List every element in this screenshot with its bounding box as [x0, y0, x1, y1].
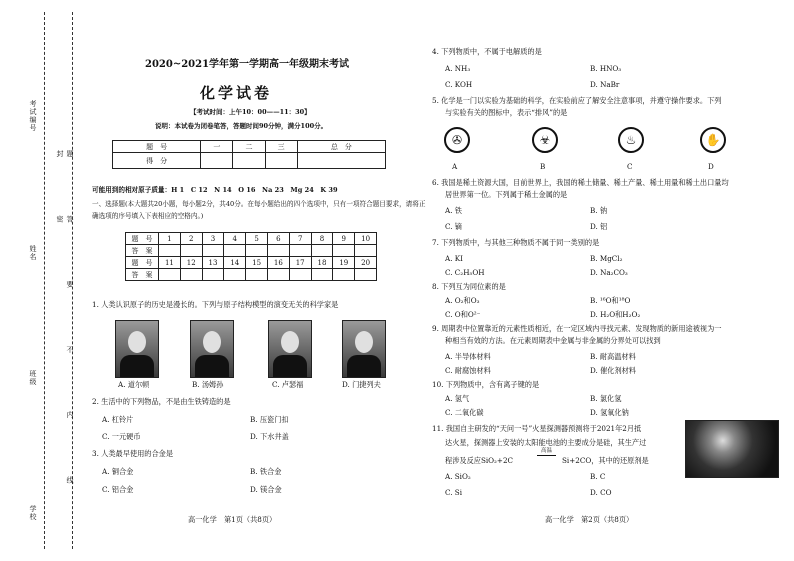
q2-option-d[interactable]: D. 下水井盖 — [250, 432, 289, 441]
q9-option-b[interactable]: B. 耐高温材料 — [590, 352, 636, 361]
q8-option-c[interactable]: C. O和O²⁻ — [445, 310, 481, 319]
score-col: 三 — [265, 141, 297, 153]
q4-option-c[interactable]: C. KOH — [445, 80, 473, 89]
q9-option-c[interactable]: C. 耐腐蚀材料 — [445, 366, 491, 375]
fan-icon: ✇ — [444, 127, 470, 153]
q-num: 9 — [333, 233, 355, 245]
q4-option-d[interactable]: D. NaBr — [590, 80, 620, 89]
q7-option-d[interactable]: D. Na₂CO₃ — [590, 268, 628, 277]
q1-stem: 1. 人类认识原子的历史是漫长的。下列与原子结构模型的演变无关的科学家是 — [92, 300, 339, 309]
score-col: 一 — [201, 141, 233, 153]
portrait-mendeleev — [342, 320, 386, 378]
q11-stem-2: 达火星，探测器上安装的太阳能电池的主要成分是硅，其生产过 — [445, 438, 647, 447]
q11-option-b[interactable]: B. C — [590, 472, 606, 481]
q-num: 20 — [355, 257, 377, 269]
q11-stem-3b: Si+2CO，其中的还原剂是 — [562, 456, 649, 465]
school-label: 学校 — [29, 505, 37, 521]
q9-option-a[interactable]: A. 半导体材料 — [445, 352, 491, 361]
q11-option-d[interactable]: D. CO — [590, 488, 612, 497]
answer-label: 答 案 — [126, 245, 159, 257]
q9-option-d[interactable]: D. 催化剂材料 — [590, 366, 637, 375]
q-num: 10 — [355, 233, 377, 245]
score-table — [112, 140, 386, 169]
reaction-condition: 高温 — [537, 448, 556, 456]
biohazard-icon: ☣ — [532, 127, 558, 153]
q3-stem: 3. 人类最早使用的合金是 — [92, 449, 174, 458]
answer-cell[interactable] — [224, 245, 246, 257]
score-cell[interactable] — [297, 153, 385, 169]
q9-stem-1: 9. 周期表中位置靠近的元素性质相近，在一定区域内寻找元素、发现物质的新用途被视为一 — [432, 324, 722, 333]
q2-option-c[interactable]: C. 一元硬币 — [102, 432, 141, 441]
q8-option-d[interactable]: D. H₂O和H₂O₂ — [590, 310, 641, 319]
footer-right: 高一化学 第2页（共8页） — [545, 515, 634, 524]
section1-instr-1: 一、选择题(本大题共20小题，每小题2分，共40分。在每小题给出的四个选项中，只有一项符合题目要求，请将正 — [92, 200, 426, 208]
q6-stem-1: 6. 我国是稀土资源大国，目前世界上，我国的稀土储量、稀土产量、稀土用量和稀土出口量均 — [432, 178, 729, 187]
q9-stem-2: 种相当有效的方法。在元素周期表中金属与非金属的分界处可以找到 — [445, 336, 661, 345]
score-col: 二 — [233, 141, 265, 153]
q6-option-a[interactable]: A. 铁 — [445, 206, 462, 215]
score-head: 题 号 — [113, 141, 201, 153]
q-num: 2 — [180, 233, 202, 245]
answer-head: 题 号 — [126, 233, 159, 245]
q2-option-a[interactable]: A. 杠铃片 — [102, 415, 134, 424]
q5-option-b[interactable]: B — [540, 162, 546, 171]
q-num: 7 — [289, 233, 311, 245]
q10-option-c[interactable]: C. 二氧化碳 — [445, 408, 484, 417]
q4-option-b[interactable]: B. HNO₃ — [590, 64, 622, 73]
q-num: 11 — [159, 257, 181, 269]
answer-cell[interactable] — [180, 245, 202, 257]
answer-cell[interactable] — [180, 269, 202, 281]
q-num: 13 — [202, 257, 224, 269]
name-label: 姓名 — [29, 245, 37, 261]
answer-head: 题 号 — [126, 257, 159, 269]
q10-stem: 10. 下列物质中，含有离子键的是 — [432, 380, 540, 389]
q-num: 8 — [311, 233, 333, 245]
answer-cell[interactable] — [246, 245, 268, 257]
q11-option-c[interactable]: C. Si — [445, 488, 463, 497]
q10-option-b[interactable]: B. 氯化氢 — [590, 394, 622, 403]
score-cell[interactable] — [201, 153, 233, 169]
q5-option-a[interactable]: A — [452, 162, 458, 171]
q-num: 6 — [267, 233, 289, 245]
hand-wash-icon: ✋ — [700, 127, 726, 153]
q7-option-b[interactable]: B. MgCl₂ — [590, 254, 623, 263]
q8-stem: 8. 下列互为同位素的是 — [432, 282, 506, 291]
q2-stem: 2. 生活中的下列物品，不是由生铁铸造的是 — [92, 397, 231, 406]
exam-number-label: 考试编号 — [29, 100, 37, 132]
q4-stem: 4. 下列物质中，不属于电解质的是 — [432, 47, 542, 56]
q-num: 3 — [202, 233, 224, 245]
q10-option-d[interactable]: D. 氢氧化钠 — [590, 408, 629, 417]
q6-option-d[interactable]: D. 铝 — [590, 222, 608, 231]
mars-probe-image — [685, 420, 779, 478]
answer-cell[interactable] — [267, 245, 289, 257]
exam-time: 【考试时间：上午10：00——11：30】 — [190, 108, 311, 116]
answer-cell[interactable] — [159, 269, 181, 281]
score-cell[interactable] — [265, 153, 297, 169]
seal-warning: 题 答 要 不 内 线 封 密 — [56, 150, 74, 512]
answer-cell[interactable] — [355, 245, 377, 257]
class-label: 班级 — [29, 370, 37, 386]
exam-title: 2020~2021学年第一学期高一年级期末考试 — [145, 59, 350, 70]
q5-stem-2: 与实验有关的图标中，表示“排风”的是 — [445, 108, 568, 117]
q7-option-a[interactable]: A. KI — [445, 254, 463, 263]
q1-option-b[interactable]: B. 汤姆孙 — [192, 380, 224, 389]
q-num: 4 — [224, 233, 246, 245]
q2-option-b[interactable]: B. 压瓷门扣 — [250, 415, 289, 424]
q7-stem: 7. 下列物质中，与其他三种物质不属于同一类别的是 — [432, 238, 600, 247]
q3-option-b[interactable]: B. 铁合金 — [250, 467, 282, 476]
q8-option-a[interactable]: A. O₂和O₃ — [445, 296, 480, 305]
exam-note: 说明：本试卷为闭卷笔答，答题时间90分钟，满分100分。 — [155, 122, 328, 130]
q-num: 1 — [159, 233, 181, 245]
q-num: 16 — [267, 257, 289, 269]
q1-option-a[interactable]: A. 道尔顿 — [118, 380, 150, 389]
answer-cell[interactable] — [267, 269, 289, 281]
answer-cell[interactable] — [246, 269, 268, 281]
atomic-masses: 可能用到的相对原子质量：H 1 C 12 N 14 O 16 Na 23 Mg 24 K 39 — [92, 186, 338, 194]
answer-cell[interactable] — [289, 269, 311, 281]
seal-line-left — [44, 12, 45, 549]
section1-instr-2: 确选项的序号填入下表相应的空格内。) — [92, 212, 204, 220]
q11-stem-1: 11. 我国自主研发的“天问一号”火星探测器预测将于2021年2月抵 — [432, 424, 642, 433]
q6-stem-2: 居世界第一位。下列属于稀土金属的是 — [445, 190, 568, 199]
q11-option-a[interactable]: A. SiO₂ — [445, 472, 471, 481]
answer-cell[interactable] — [333, 245, 355, 257]
answer-cell[interactable] — [159, 245, 181, 257]
q1-option-d[interactable]: D. 门捷列夫 — [342, 380, 381, 389]
answer-cell[interactable] — [289, 245, 311, 257]
portrait-thomson — [190, 320, 234, 378]
q6-option-b[interactable]: B. 钠 — [590, 206, 608, 215]
answer-cell[interactable] — [311, 245, 333, 257]
q-num: 12 — [180, 257, 202, 269]
portrait-dalton — [115, 320, 159, 378]
answer-cell[interactable] — [202, 245, 224, 257]
q1-option-c[interactable]: C. 卢瑟福 — [272, 380, 304, 389]
q-num: 5 — [246, 233, 268, 245]
q10-option-a[interactable]: A. 氢气 — [445, 394, 470, 403]
q5-stem-1: 5. 化学是一门以实验为基础的科学，在实验前应了解安全注意事项，并遵守操作要求。下列 — [432, 96, 722, 105]
answer-cell[interactable] — [355, 269, 377, 281]
footer-left: 高一化学 第1页（共8页） — [188, 515, 277, 524]
q8-option-b[interactable]: B. ¹⁶O和¹⁸O — [590, 296, 631, 305]
q5-option-c[interactable]: C — [627, 162, 633, 171]
q11-stem-3a: 程涉及反应SiO₂+2C — [445, 456, 514, 465]
answer-cell[interactable] — [224, 269, 246, 281]
q7-option-c[interactable]: C. C₂H₅OH — [445, 268, 485, 277]
q3-option-c[interactable]: C. 铝合金 — [102, 485, 134, 494]
q3-option-d[interactable]: D. 镁合金 — [250, 485, 282, 494]
q-num: 18 — [311, 257, 333, 269]
portrait-rutherford — [268, 320, 312, 378]
q-num: 17 — [289, 257, 311, 269]
q-num: 19 — [333, 257, 355, 269]
score-row-label: 得 分 — [113, 153, 201, 169]
answer-label: 答 案 — [126, 269, 159, 281]
answer-table — [125, 232, 377, 281]
q-num: 14 — [224, 257, 246, 269]
answer-cell[interactable] — [202, 269, 224, 281]
subject-title: 化学试卷 — [200, 84, 273, 102]
answer-cell[interactable] — [311, 269, 333, 281]
q6-option-c[interactable]: C. 镝 — [445, 222, 462, 231]
q4-option-a[interactable]: A. NH₃ — [445, 64, 471, 73]
heating-icon: ♨ — [618, 127, 644, 153]
q5-option-d[interactable]: D — [708, 162, 714, 171]
q-num: 15 — [246, 257, 268, 269]
score-cell[interactable] — [233, 153, 265, 169]
q3-option-a[interactable]: A. 铜合金 — [102, 467, 134, 476]
answer-cell[interactable] — [333, 269, 355, 281]
score-col: 总 分 — [297, 141, 385, 153]
